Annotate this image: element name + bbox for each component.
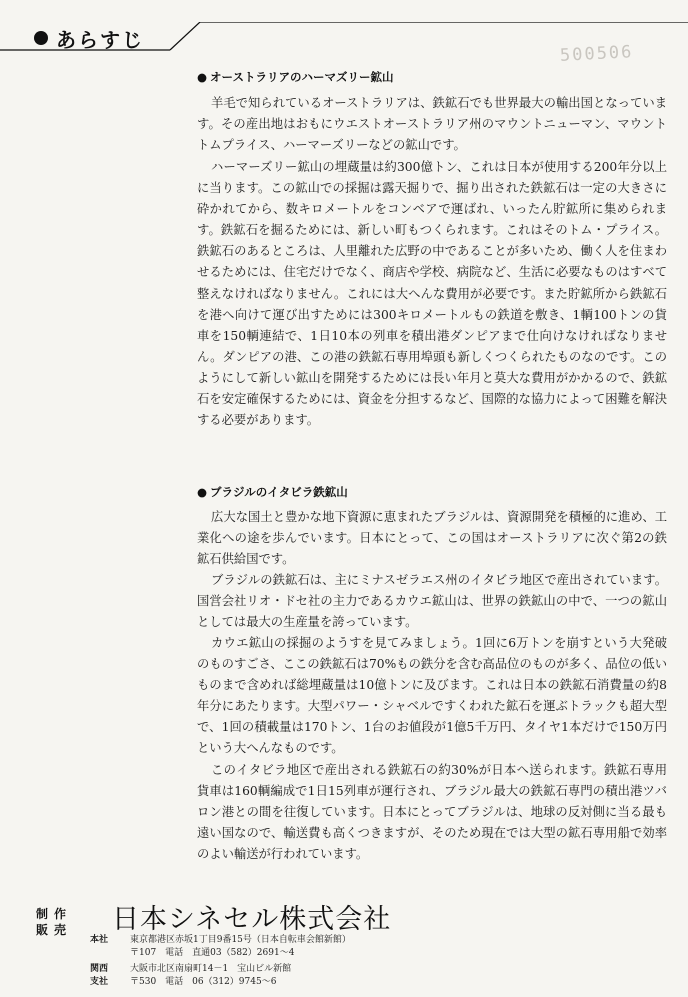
company-name: 日本シネセル株式会社 <box>112 904 392 935</box>
paragraph: 羊毛で知られているオーストラリアは、鉄鉱石でも世界最大の輸出国となっています。その産出地はおもにウエストオーストラリア州のマウントニューマン、マウントトムプライス、ハーマーズリーなどの鉱山です。 <box>197 96 667 153</box>
office-phone: 〒107 電話 直通03（582）2691～4 <box>130 947 295 958</box>
paragraph: カウエ鉱山の採掘のようすを見てみましょう。1回に6万トンを崩すという大発破のものすごさ、ここの鉄鉱石は70%もの鉄分を含む高品位のものが多く、品位の低いものまで含めれば総埋蔵量は10億トンに及びます。これは日本の鉄鉱石消費量の約8年分にあたります。大型パワー・シャベルですくわれた鉱石を運ぶトラックも超大型で、1回の積載量は170トン、1台のお値段が1億5千万円、タイヤ1本だけで150万円という大へんなものです。 <box>197 636 667 756</box>
section-heading-australia: ● オーストラリアのハーマズリー鉱山 <box>197 70 394 84</box>
office-label: 関西 支社 <box>90 964 109 987</box>
bullet-icon: ● <box>197 485 208 499</box>
paragraph: 広大な国土と豊かな地下資源に恵まれたブラジルは、資源開発を積極的に進め、工業化への途を歩んでいます。日本にとって、この国はオーストラリアに次ぐ第2の鉄鉱石供給国です。 <box>197 510 667 567</box>
section-heading-brazil: ● ブラジルのイタビラ鉄鉱山 <box>197 485 348 499</box>
paragraph: ハーマーズリー鉱山の埋蔵量は約300億トン、これは日本が使用する200年分以上に当ります。この鉱山での採掘は露天掘りで、掘り出された鉄鉱石は一定の大きさに砕かれてから、数キロメートルをコンベアで運ばれ、いったん貯鉱所に集められます。鉄鉱石を掘るためには、新しい町もつくられます。これはそのトム・プライス。鉄鉱石のあるところは、人里離れた広野の中であることが多いため、働く人を住まわせるためには、住宅だけでなく、商店や学校、病院など、生活に必要なものはすべて整えなければなりません。これには大へんな費用が必要です。また貯鉱所から鉄鉱石を港へ向けて運び出すためには300キロメートルもの鉄道を敷き、1輌100トンの貨車を150輌連結で、1日10本の列車を積出港ダンピアまで仕向けなければなりません。ダンピアの港、この港の鉄鉱石専用埠頭も新しくつくられたものなのです。このようにして新しい鉱山を開発するためには長い年月と莫大な費用がかかるので、鉄鉱石を安定確保するためには、資金を分担するなど、国際的な協力によって困難を解決する必要があります。 <box>197 160 667 428</box>
bullet-icon: ● <box>197 70 208 84</box>
paragraph: ブラジルの鉄鉱石は、主にミナスゼラエス州のイタビラ地区で産出されています。国営会社リオ・ドセ社の主力であるカウエ鉱山は、世界の鉄鉱山の中で、一つの鉱山としては最大の生産量を誇っています。 <box>197 573 667 630</box>
office-address: 東京都港区赤坂1丁目9番15号（日本自転車会館新館） <box>130 935 351 945</box>
stamp-number: 500506 <box>559 42 634 66</box>
header-bullet-icon <box>34 31 48 45</box>
label-production: 制作 <box>36 907 73 921</box>
office-label: 本社 <box>90 935 109 945</box>
paragraph: このイタビラ地区で産出される鉄鉱石の約30%が日本へ送られます。鉄鉱石専用貨車は160輌編成で1日15列車が運行され、ブラジル最大の鉄鉱石専門の積出港ツバロン港との間を往復しています。日本にとってブラジルは、地球の反対側に当る最も遠い国なので、輸送費も高くつきますが、そのため現在では大型の鉱石専用船で効率のよい輸送が行われています。 <box>197 763 667 862</box>
office-kansai <box>90 963 650 991</box>
page-title: あらすじ <box>56 28 144 52</box>
label-sales: 販売 <box>36 923 73 937</box>
office-address: 大阪市北区南扇町14－1 宝山ビル新館 <box>130 964 292 974</box>
office-phone: 〒530 電話 06（312）9745～6 <box>130 976 277 987</box>
office-headquarters <box>90 934 650 962</box>
footer-labels <box>36 906 72 938</box>
